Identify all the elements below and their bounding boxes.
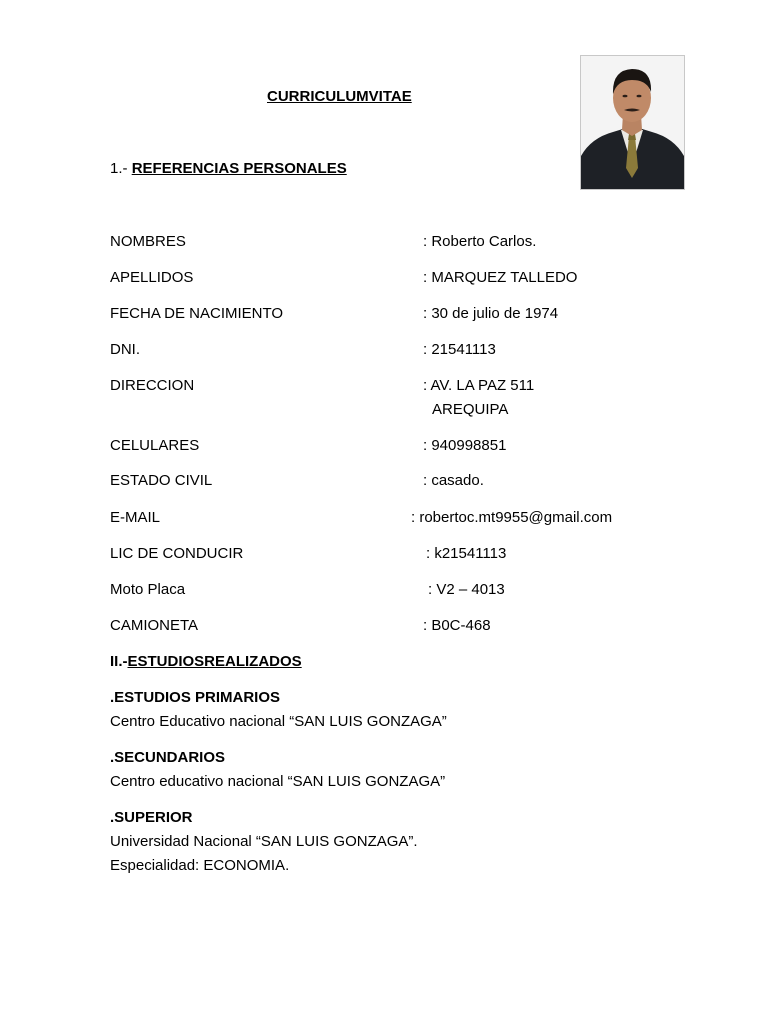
- studies-secondary-heading: .SECUNDARIOS: [110, 749, 226, 766]
- field-value: : robertoc.mt9955@gmail.com: [411, 509, 613, 526]
- studies-primary-text: Centro Educativo nacional “SAN LUIS GONZAGA”: [110, 713, 447, 730]
- section-number: II.-: [110, 653, 128, 670]
- field-value: : AV. LA PAZ 511: [423, 377, 535, 394]
- field-label: CELULARES: [110, 437, 200, 454]
- field-label: DNI.: [110, 341, 140, 358]
- field-value-line2: AREQUIPA: [432, 401, 509, 418]
- field-value: : Roberto Carlos.: [423, 233, 537, 250]
- field-value: : B0C-468: [423, 617, 491, 634]
- studies-superior-text: Universidad Nacional “SAN LUIS GONZAGA”.: [110, 833, 418, 850]
- section-personal-heading: [110, 160, 347, 177]
- section-title: REFERENCIAS PERSONALES: [131, 160, 347, 177]
- field-label: E-MAIL: [110, 509, 161, 526]
- section-title: ESTUDIOSREALIZADOS: [127, 653, 302, 670]
- studies-secondary: [110, 746, 445, 794]
- field-label: ESTADO CIVIL: [110, 472, 213, 489]
- studies-specialty: Especialidad: ECONOMIA.: [110, 857, 290, 874]
- section-number: 1.-: [110, 160, 128, 177]
- studies-primary-heading: .ESTUDIOS PRIMARIOS: [110, 689, 281, 706]
- field-value: : V2 – 4013: [428, 581, 505, 598]
- studies-superior: [110, 806, 418, 878]
- section-studies-heading: [110, 653, 302, 670]
- field-label: DIRECCION: [110, 377, 195, 394]
- field-label: Moto Placa: [110, 581, 186, 598]
- field-value: : casado.: [423, 472, 484, 489]
- field-label: LIC DE CONDUCIR: [110, 545, 244, 562]
- studies-secondary-text: Centro educativo nacional “SAN LUIS GONZAGA”: [110, 773, 446, 790]
- field-value: : MARQUEZ TALLEDO: [423, 269, 578, 286]
- studies-primary: [110, 686, 447, 734]
- field-label: NOMBRES: [110, 233, 186, 250]
- field-value: : k21541113: [426, 545, 507, 562]
- field-label: FECHA DE NACIMIENTO: [110, 305, 284, 322]
- field-value: : 940998851: [423, 437, 507, 454]
- document-title: CURRICULUMVITAE: [267, 88, 412, 105]
- profile-photo: [580, 55, 685, 190]
- field-value: : 30 de julio de 1974: [423, 305, 559, 322]
- field-label: CAMIONETA: [110, 617, 199, 634]
- field-label: APELLIDOS: [110, 269, 194, 286]
- field-value: : 21541113: [423, 341, 496, 358]
- studies-superior-heading: .SUPERIOR: [110, 809, 193, 826]
